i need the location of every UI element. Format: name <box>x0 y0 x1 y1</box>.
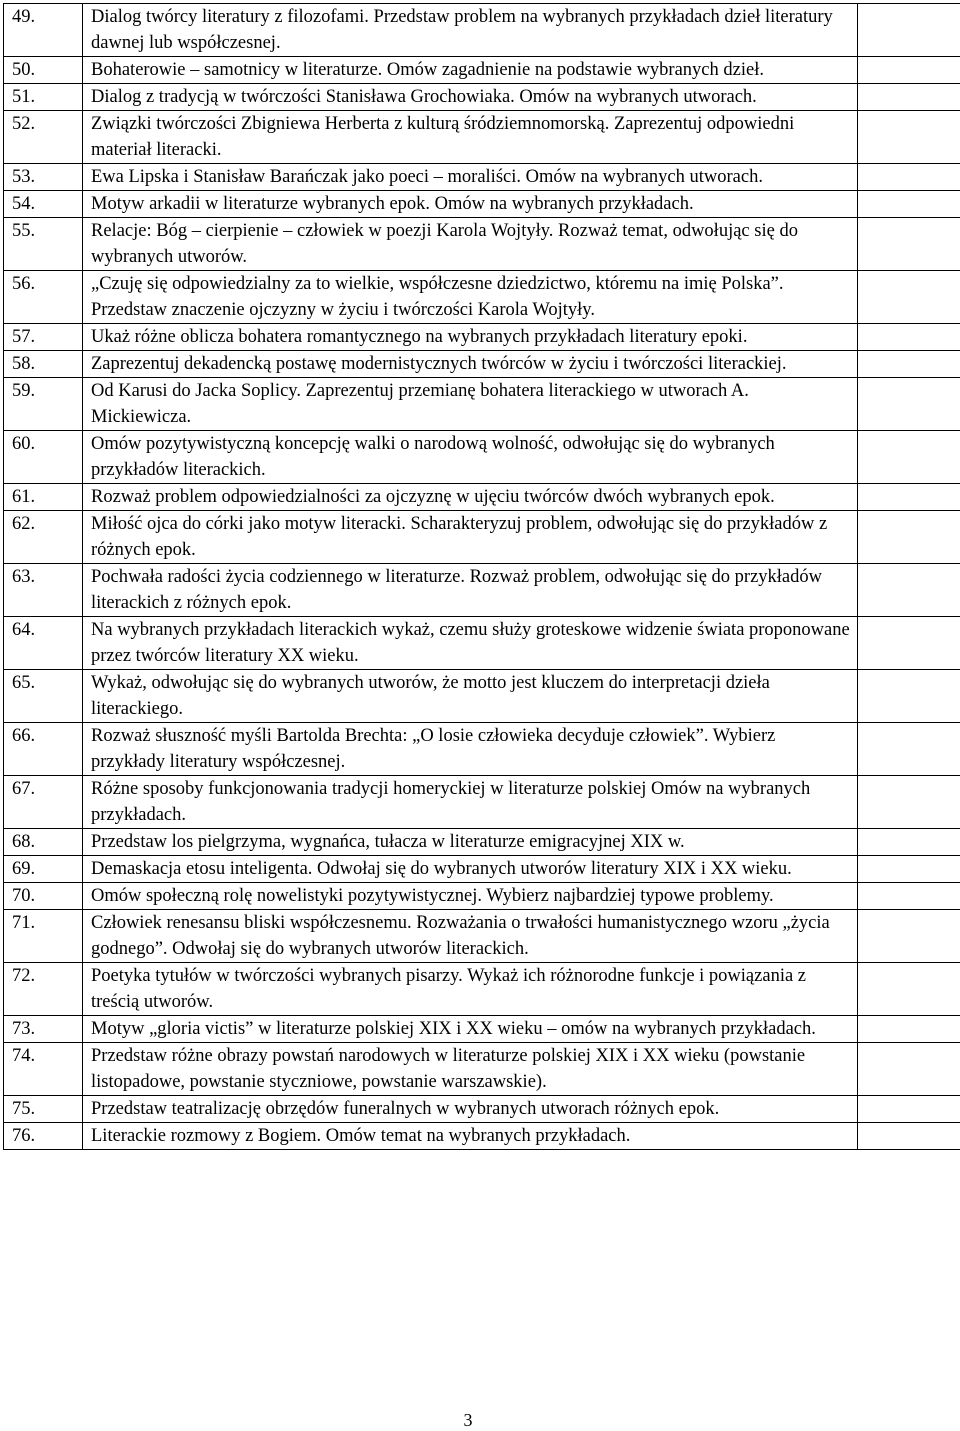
topic-empty-cell <box>858 910 960 963</box>
topic-row <box>4 963 960 1016</box>
topic-empty-cell <box>858 723 960 776</box>
topic-row <box>4 218 960 271</box>
topic-number: 57. <box>4 324 83 351</box>
topic-text: Poetyka tytułów w twórczości wybranych pisarzy. Wykaż ich różnorodne funkcje i powiązania z treścią utworów. <box>83 963 858 1016</box>
topic-row <box>4 164 960 191</box>
topic-row <box>4 1123 960 1150</box>
topic-text: Wykaż, odwołując się do wybranych utworów, że motto jest kluczem do interpretacji dzieła literackiego. <box>83 670 858 723</box>
topic-empty-cell <box>858 670 960 723</box>
topic-text: Przedstaw teatralizację obrzędów funeralnych w wybranych utworach różnych epok. <box>83 1096 858 1123</box>
topic-row <box>4 723 960 776</box>
topic-empty-cell <box>858 378 960 431</box>
topic-number: 73. <box>4 1016 83 1043</box>
topic-number: 56. <box>4 271 83 324</box>
topic-number: 53. <box>4 164 83 191</box>
topic-empty-cell <box>858 57 960 84</box>
topic-number: 66. <box>4 723 83 776</box>
topic-empty-cell <box>858 191 960 218</box>
topic-text: Dialog z tradycją w twórczości Stanisława Grochowiaka. Omów na wybranych utworach. <box>83 84 858 111</box>
topic-row <box>4 1043 960 1096</box>
topic-number: 64. <box>4 617 83 670</box>
topic-text: Człowiek renesansu bliski współczesnemu. Rozważania o trwałości humanistycznego wzoru „życia godnego”. Odwołaj się do wybranych utworów literackich. <box>83 910 858 963</box>
topic-number: 70. <box>4 883 83 910</box>
topic-text: Przedstaw różne obrazy powstań narodowych w literaturze polskiej XIX i XX wieku (powstanie listopadowe, powstanie styczniowe, powstanie warszawskie). <box>83 1043 858 1096</box>
topic-number: 58. <box>4 351 83 378</box>
topic-row <box>4 57 960 84</box>
topic-empty-cell <box>858 351 960 378</box>
topic-row <box>4 564 960 617</box>
topic-number: 72. <box>4 963 83 1016</box>
topic-empty-cell <box>858 856 960 883</box>
topic-empty-cell <box>858 111 960 164</box>
topic-number: 68. <box>4 829 83 856</box>
topic-row <box>4 776 960 829</box>
topic-empty-cell <box>858 617 960 670</box>
topic-text: Demaskacja etosu inteligenta. Odwołaj się do wybranych utworów literatury XIX i XX wieku. <box>83 856 858 883</box>
topic-text: Różne sposoby funkcjonowania tradycji homeryckiej w literaturze polskiej Omów na wybranych przykładach. <box>83 776 858 829</box>
topic-text: Ukaż różne oblicza bohatera romantycznego na wybranych przykładach literatury epoki. <box>83 324 858 351</box>
topic-text: Związki twórczości Zbigniewa Herberta z kulturą śródziemnomorską. Zaprezentuj odpowiedni materiał literacki. <box>83 111 858 164</box>
topic-text: Rozważ problem odpowiedzialności za ojczyznę w ujęciu twórców dwóch wybranych epok. <box>83 484 858 511</box>
topic-text: Dialog twórcy literatury z filozofami. Przedstaw problem na wybranych przykładach dzieł literatury dawnej lub współczesnej. <box>83 4 858 57</box>
topic-empty-cell <box>858 564 960 617</box>
topics-table <box>3 3 960 1150</box>
topic-empty-cell <box>858 829 960 856</box>
page-number: 3 <box>463 1410 473 1430</box>
topic-row <box>4 4 960 57</box>
topic-row <box>4 324 960 351</box>
topic-number: 63. <box>4 564 83 617</box>
topic-row <box>4 378 960 431</box>
topic-row <box>4 511 960 564</box>
topic-row <box>4 111 960 164</box>
topic-text: Zaprezentuj dekadencką postawę modernistycznych twórców w życiu i twórczości literackiej. <box>83 351 858 378</box>
topic-number: 62. <box>4 511 83 564</box>
topic-text: Ewa Lipska i Stanisław Barańczak jako poeci – moraliści. Omów na wybranych utworach. <box>83 164 858 191</box>
topic-empty-cell <box>858 4 960 57</box>
topic-text: Przedstaw los pielgrzyma, wygnańca, tułacza w literaturze emigracyjnej XIX w. <box>83 829 858 856</box>
topic-text: Relacje: Bóg – cierpienie – człowiek w poezji Karola Wojtyły. Rozważ temat, odwołując się do wybranych utworów. <box>83 218 858 271</box>
topic-row <box>4 1016 960 1043</box>
topic-text: Bohaterowie – samotnicy w literaturze. Omów zagadnienie na podstawie wybranych dzieł. <box>83 57 858 84</box>
topic-text: Miłość ojca do córki jako motyw literacki. Scharakteryzuj problem, odwołując się do przykładów z różnych epok. <box>83 511 858 564</box>
topic-empty-cell <box>858 511 960 564</box>
topic-empty-cell <box>858 883 960 910</box>
topic-row <box>4 351 960 378</box>
topic-text: Omów społeczną rolę nowelistyki pozytywistycznej. Wybierz najbardziej typowe problemy. <box>83 883 858 910</box>
topic-text: Motyw arkadii w literaturze wybranych epok. Omów na wybranych przykładach. <box>83 191 858 218</box>
topic-row <box>4 883 960 910</box>
topic-text: Rozważ słuszność myśli Bartolda Brechta: „O losie człowieka decyduje człowiek”. Wybierz przykłady literatury współczesnej. <box>83 723 858 776</box>
topic-row <box>4 856 960 883</box>
topic-text: Omów pozytywistyczną koncepcję walki o narodową wolność, odwołując się do wybranych przykładów literackich. <box>83 431 858 484</box>
topic-number: 60. <box>4 431 83 484</box>
topic-row <box>4 271 960 324</box>
topic-number: 74. <box>4 1043 83 1096</box>
topic-row <box>4 191 960 218</box>
topic-number: 55. <box>4 218 83 271</box>
topic-number: 54. <box>4 191 83 218</box>
topic-empty-cell <box>858 431 960 484</box>
topic-number: 50. <box>4 57 83 84</box>
topic-empty-cell <box>858 776 960 829</box>
topic-row <box>4 829 960 856</box>
topic-empty-cell <box>858 963 960 1016</box>
topic-row <box>4 431 960 484</box>
topic-number: 75. <box>4 1096 83 1123</box>
topic-number: 76. <box>4 1123 83 1150</box>
topic-empty-cell <box>858 1096 960 1123</box>
topics-table-body <box>4 4 960 1150</box>
topic-row <box>4 670 960 723</box>
topic-text: Na wybranych przykładach literackich wykaż, czemu służy groteskowe widzenie świata proponowane przez twórców literatury XX wieku. <box>83 617 858 670</box>
topic-empty-cell <box>858 1123 960 1150</box>
topic-number: 52. <box>4 111 83 164</box>
topic-empty-cell <box>858 84 960 111</box>
topic-number: 59. <box>4 378 83 431</box>
topic-empty-cell <box>858 218 960 271</box>
topic-empty-cell <box>858 324 960 351</box>
topic-row <box>4 910 960 963</box>
topic-text: „Czuję się odpowiedzialny za to wielkie, współczesne dziedzictwo, któremu na imię Polska”. Przedstaw znaczenie ojczyzny w życiu i twórczości Karola Wojtyły. <box>83 271 858 324</box>
topic-empty-cell <box>858 484 960 511</box>
topic-text: Od Karusi do Jacka Soplicy. Zaprezentuj przemianę bohatera literackiego w utworach A. Mickiewicza. <box>83 378 858 431</box>
topic-number: 49. <box>4 4 83 57</box>
topic-text: Literackie rozmowy z Bogiem. Omów temat na wybranych przykładach. <box>83 1123 858 1150</box>
topic-text: Pochwała radości życia codziennego w literaturze. Rozważ problem, odwołując się do przykładów literackich z różnych epok. <box>83 564 858 617</box>
topic-number: 51. <box>4 84 83 111</box>
topic-number: 71. <box>4 910 83 963</box>
topic-row <box>4 1096 960 1123</box>
topic-row <box>4 617 960 670</box>
topic-empty-cell <box>858 1043 960 1096</box>
topic-number: 67. <box>4 776 83 829</box>
topic-text: Motyw „gloria victis” w literaturze polskiej XIX i XX wieku – omów na wybranych przykładach. <box>83 1016 858 1043</box>
topic-number: 65. <box>4 670 83 723</box>
topic-empty-cell <box>858 1016 960 1043</box>
topic-empty-cell <box>858 164 960 191</box>
topic-number: 61. <box>4 484 83 511</box>
topic-number: 69. <box>4 856 83 883</box>
topic-row <box>4 84 960 111</box>
topic-row <box>4 484 960 511</box>
topic-empty-cell <box>858 271 960 324</box>
